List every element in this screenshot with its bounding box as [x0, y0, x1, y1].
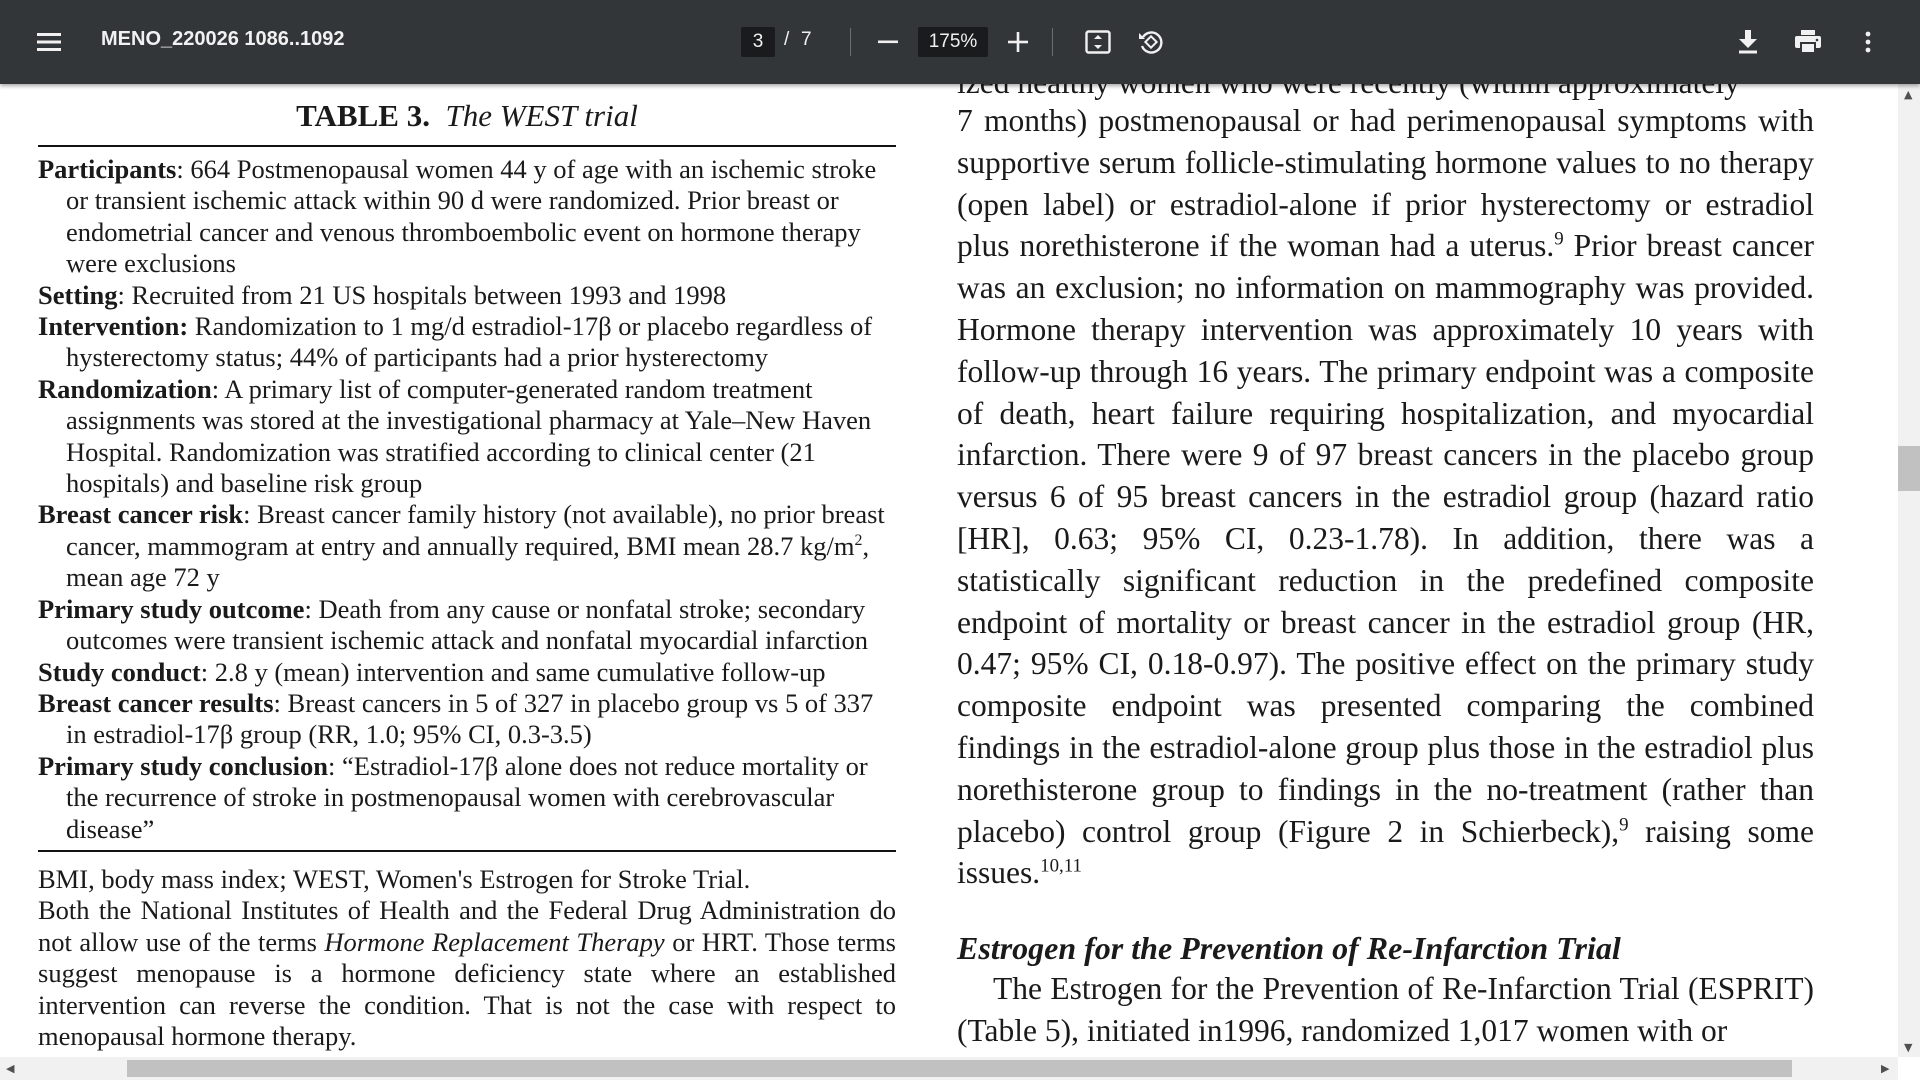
table-entry: Setting: Recruited from 21 US hospitals between 1993 and 1998: [38, 279, 727, 310]
vertical-scrollbar[interactable]: [1898, 84, 1920, 1057]
body-paragraph: The Estrogen for the Prevention of Re-Infarction Trial (ESPRIT) (Table 5), initiated in1996, randomized 1,017 women with or: [957, 971, 1814, 1048]
menu-icon[interactable]: [30, 22, 70, 62]
horizontal-scroll-thumb[interactable]: [127, 1060, 1792, 1077]
table-title: [38, 98, 896, 134]
scroll-right-icon[interactable]: ▶: [1881, 1062, 1890, 1075]
toolbar-divider: [1052, 28, 1053, 56]
scroll-left-icon[interactable]: ◀: [6, 1062, 15, 1075]
zoom-level-input[interactable]: 175%: [918, 27, 988, 57]
table-entry: Study conduct: 2.8 y (mean) intervention and same cumulative follow-up: [38, 656, 826, 687]
print-icon[interactable]: [1788, 22, 1828, 62]
scroll-down-icon[interactable]: ▼: [1904, 1041, 1913, 1054]
table-title-name: The WEST trial: [445, 98, 638, 133]
scroll-up-icon[interactable]: ▲: [1904, 88, 1913, 101]
plus-icon[interactable]: [998, 22, 1038, 62]
page-separator: /: [784, 29, 790, 50]
table-top-rule: [38, 145, 896, 147]
body-paragraph: 7 months) postmenopausal or had perimenopausal symptoms with supportive serum follicle-stimulating hormone values to no therapy (open label) or estradiol-alone if prior hysterectomy or estradiol plus norethisterone if the woman had a uterus.$^9$ Prior breast cancer was an exclusion; no information on mammography was provided. Hormone therapy intervention was approximately 10 years with follow-up through 16 years. The primary endpoint was a composite of death, heart failure requiring hospitalization, and myocardial infarction. There were 9 of 97 breast cancers in the placebo group versus 6 of 95 breast cancers in the estradiol group (hazard ratio [HR], 0.63; 95% CI, 0.23-1.78). In addition, there was a statistically significant reduction in the predefined composite endpoint of mortality or breast cancer in the estradiol group (HR, 0.47; 95% CI, 0.18-0.97). The positive effect on the primary study composite endpoint was presented comparing the combined findings in the estradiol-alone group plus those in the estradiol plus norethisterone group to findings in the no-treatment (rather than placebo) control group (Figure 2 in Schierbeck),$^9$ raising some issues.$^{10,11}$: [957, 103, 1814, 891]
pdf-page: [0, 84, 1898, 1057]
download-icon[interactable]: [1728, 22, 1768, 62]
footnote-abbreviations: BMI, body mass index; WEST, Women's Estrogen for Stroke Trial.: [38, 864, 751, 894]
document-title: MENO_220026 1086..1092: [101, 28, 345, 50]
table-body: [38, 154, 896, 845]
minus-icon[interactable]: [868, 22, 908, 62]
table-bottom-rule: [38, 850, 896, 852]
table-footnote: [38, 864, 896, 1052]
table-entry: Intervention: Randomization to 1 mg/d estradiol-17β or placebo regardless of hysterectomy status; 44% of participants had a prior hysterectomy: [38, 311, 873, 373]
vertical-scroll-thumb[interactable]: [1898, 446, 1920, 491]
pdf-toolbar: [0, 0, 1920, 84]
table-entry: Breast cancer risk: Breast cancer family history (not available), no prior breast cancer, mammogram at entry and annually required, BMI mean 28.7 $kg/m^2$, mean age 72 y: [38, 499, 885, 593]
section-heading: Estrogen for the Prevention of Re-Infarction Trial: [957, 930, 1621, 966]
table-entry: Randomization: A primary list of computer-generated random treatment assignments was stored at the investigational pharmacy at Yale–New Haven Hospital. Randomization was stratified according to clinical center (21 hospitals) and baseline risk group: [38, 373, 872, 499]
fit-page-icon[interactable]: [1078, 22, 1118, 62]
footnote-note: Both the National Institutes of Health and the Federal Drug Administration do not allow use of the terms Hormone Replacement Therapy or HRT. Those terms suggest menopause is a hormone deficiency state where an established intervention can reverse the condition. That is not the case with respect to menopausal hormone therapy.: [38, 895, 896, 1052]
table-entry: Breast cancer results: Breast cancers in 5 of 327 in placebo group vs 5 of 337 in estradiol-17β group (RR, 1.0; 95% CI, 0.3-3.5): [38, 687, 874, 750]
page-total: 7: [801, 29, 812, 50]
table-entry: Primary study conclusion: “Estradiol-17β alone does not reduce mortality or the recurrence of stroke in postmenopausal women with cerebrovascular disease”: [38, 750, 868, 844]
table-entry: Primary study outcome: Death from any cause or nonfatal stroke; secondary outcomes were transient ischemic attack and nonfatal myocardial infarction: [38, 593, 869, 656]
table-entry: Participants: 664 Postmenopausal women 44 y of age with an ischemic stroke or transient ischemic attack within 90 d were randomized. Prior breast or endometrial cancer and venous thromboembolic event on hormone therapy were exclusions: [38, 154, 877, 279]
toolbar-divider: [850, 28, 851, 56]
page-number-input[interactable]: 3: [741, 27, 775, 57]
table-title-label: TABLE 3.: [296, 98, 430, 133]
more-vert-icon[interactable]: [1848, 22, 1888, 62]
rotate-icon[interactable]: [1131, 22, 1171, 62]
